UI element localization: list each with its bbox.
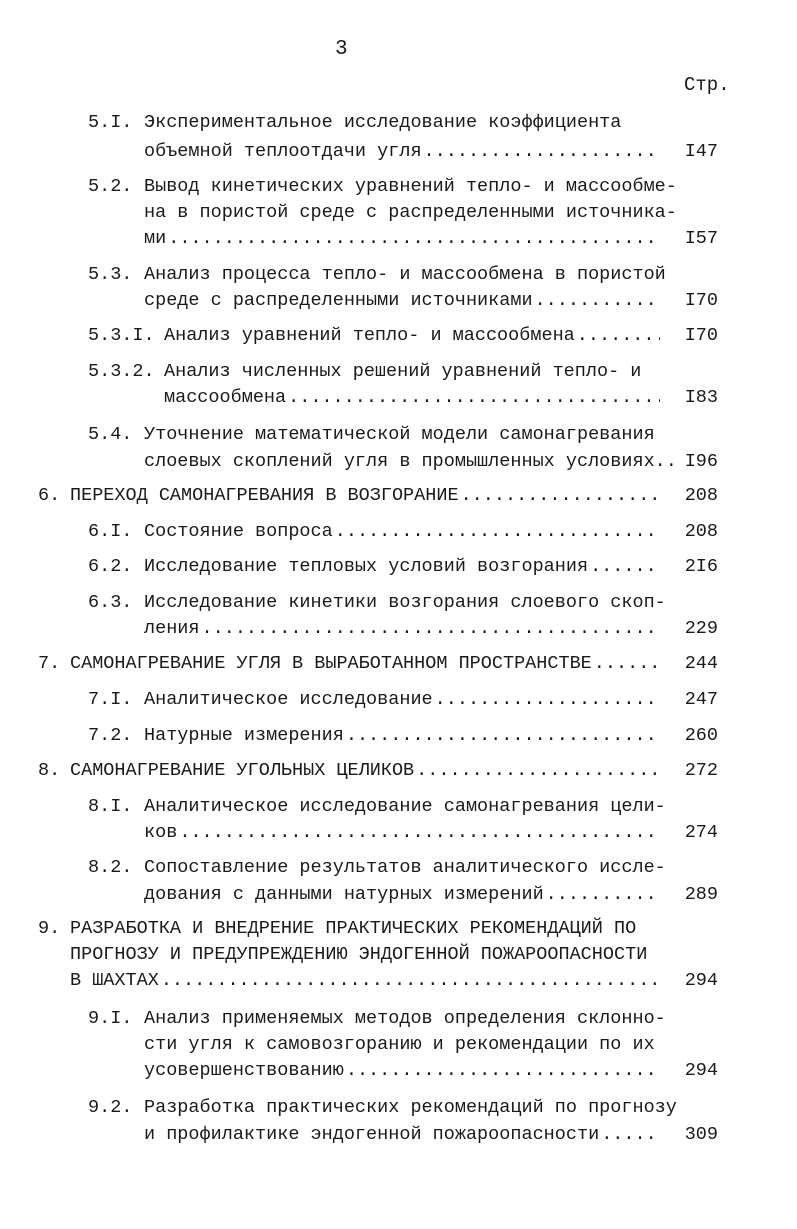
toc-entry-title-line: Вывод кинетических уравнений тепло- и массообме- (144, 176, 677, 197)
toc-entry-page: I47 (684, 141, 718, 162)
toc-entry-page: I70 (684, 290, 718, 311)
toc-entry-title-line: ПЕРЕХОД САМОНАГРЕВАНИЯ В ВОЗГОРАНИЕ (70, 485, 459, 506)
toc-entry-title-line: В ШАХТАХ (70, 970, 159, 991)
toc-entry-title-line: САМОНАГРЕВАНИЕ УГЛЯ В ВЫРАБОТАННОМ ПРОСТРАНСТВЕ (70, 653, 592, 674)
dot-leader (424, 143, 660, 162)
dot-leader (535, 292, 660, 311)
toc-entry-title-line: ления (144, 618, 200, 639)
dot-leader (288, 389, 660, 408)
toc-entry-title-line: усовершенствованию (144, 1060, 344, 1081)
toc-entry-title-line: среде с распределенными источниками (144, 290, 533, 311)
toc-entry-title-line: Натурные измерения (144, 725, 344, 746)
toc-entry-title-line: сти угля к самовозгоранию и рекомендации по их (144, 1034, 655, 1055)
dot-leader (590, 558, 660, 577)
toc-entry-title-line: объемной теплоотдачи угля (144, 141, 422, 162)
page-number: 3 (335, 38, 348, 61)
toc-entry-title-line: на в пористой среде с распределенными источника- (144, 202, 677, 223)
toc-entry-number: 8.I. (88, 796, 133, 817)
dot-leader (346, 727, 660, 746)
toc-entry-page: 294 (684, 1060, 718, 1081)
toc-entry-number: 5.3.I. (88, 325, 155, 346)
toc-entry-page: 2I6 (684, 556, 718, 577)
toc-entry-title-line: Исследование кинетики возгорания слоевого скоп- (144, 592, 666, 613)
toc-entry-page: I83 (684, 387, 718, 408)
toc-entry-title-line: и профилактике эндогенной пожароопасности (144, 1124, 600, 1145)
toc-entry-page: 244 (684, 653, 718, 674)
toc-entry-number: 6.I. (88, 521, 133, 542)
dot-leader (179, 824, 660, 843)
dot-leader (346, 1062, 660, 1081)
toc-entry-page: 208 (684, 521, 718, 542)
dot-leader (601, 1126, 660, 1145)
dot-leader (435, 691, 660, 710)
toc-entry-title-line: Анализ уравнений тепло- и массообмена (164, 325, 575, 346)
dot-leader (546, 886, 660, 905)
toc-entry-page: I57 (684, 228, 718, 249)
toc-entry-number: 5.I. (88, 112, 133, 133)
toc-entry-title-line: Сопоставление результатов аналитического иссле- (144, 857, 666, 878)
toc-entry-page: 309 (684, 1124, 718, 1145)
dot-leader (416, 762, 660, 781)
toc-entry-title-line: ков (144, 822, 178, 843)
toc-entry-number: 5.3.2. (88, 361, 155, 382)
toc-entry-title-line: дования с данными натурных измерений (144, 884, 544, 905)
toc-entry-number: 6.3. (88, 592, 133, 613)
toc-entry-title-line: Экспериментальное исследование коэффициента (144, 112, 622, 133)
toc-entry-page: 274 (684, 822, 718, 843)
dot-leader (202, 620, 660, 639)
toc-entry-page: 208 (684, 485, 718, 506)
toc-entry-number: 5.2. (88, 176, 133, 197)
toc-entry-title-line: Разработка практических рекомендаций по прогнозу (144, 1097, 677, 1118)
toc-entry-number: 7.2. (88, 725, 133, 746)
dot-leader (335, 523, 660, 542)
dot-leader (594, 655, 660, 674)
toc-entry-page: 260 (684, 725, 718, 746)
toc-entry-number: 7.I. (88, 689, 133, 710)
toc-entry-number: 5.4. (88, 424, 133, 445)
toc-entry-title-line: САМОНАГРЕВАНИЕ УГОЛЬНЫХ ЦЕЛИКОВ (70, 760, 415, 781)
toc-entry-page: 289 (684, 884, 718, 905)
toc-entry-title-line: массообмена (164, 387, 287, 408)
toc-entry-page: 229 (684, 618, 718, 639)
toc-entry-title-line: РАЗРАБОТКА И ВНЕДРЕНИЕ ПРАКТИЧЕСКИХ РЕКОМЕНДАЦИЙ ПО (70, 918, 637, 939)
toc-entry-page: 247 (684, 689, 718, 710)
toc-entry-title-line: ПРОГНОЗУ И ПРЕДУПРЕЖДЕНИЮ ЭНДОГЕННОЙ ПОЖАРООПАСНОСТИ (70, 944, 648, 965)
toc-entry-number: 7. (38, 653, 61, 674)
toc-entry-number: 9.2. (88, 1097, 133, 1118)
toc-entry-title-line: Анализ применяемых методов определения склонно- (144, 1008, 666, 1029)
toc-entry-title-line: Анализ численных решений уравнений тепло- и (164, 361, 642, 382)
toc-entry-title-line: Анализ процесса тепло- и массообмена в пористой (144, 264, 666, 285)
toc-entry-number: 8.2. (88, 857, 133, 878)
toc-entry-title-line: Аналитическое исследование (144, 689, 433, 710)
dot-leader (577, 327, 660, 346)
toc-entry-title-line: слоевых скоплений угля в промышленных условиях.. (144, 451, 677, 472)
toc-entry-page: I96 (684, 451, 718, 472)
toc-entry-number: 5.3. (88, 264, 133, 285)
page-column-header: Стр. (684, 74, 730, 96)
toc-entry-number: 9.I. (88, 1008, 133, 1029)
toc-entry-title-line: Исследование тепловых условий возгорания (144, 556, 589, 577)
toc-entry-number: 6.2. (88, 556, 133, 577)
toc-entry-page: I70 (684, 325, 718, 346)
toc-entry-number: 9. (38, 918, 61, 939)
toc-entry-page: 294 (684, 970, 718, 991)
toc-entry-title-line: Состояние вопроса (144, 521, 333, 542)
toc-entry-title-line: Уточнение математической модели самонагревания (144, 424, 655, 445)
toc-entry-title-line: ми (144, 228, 167, 249)
toc-entry-number: 6. (38, 485, 61, 506)
dot-leader (461, 487, 660, 506)
toc-entry-number: 8. (38, 760, 61, 781)
dot-leader (168, 230, 660, 249)
toc-entry-title-line: Аналитическое исследование самонагревания цели- (144, 796, 666, 817)
dot-leader (161, 972, 660, 991)
toc-entry-page: 272 (684, 760, 718, 781)
